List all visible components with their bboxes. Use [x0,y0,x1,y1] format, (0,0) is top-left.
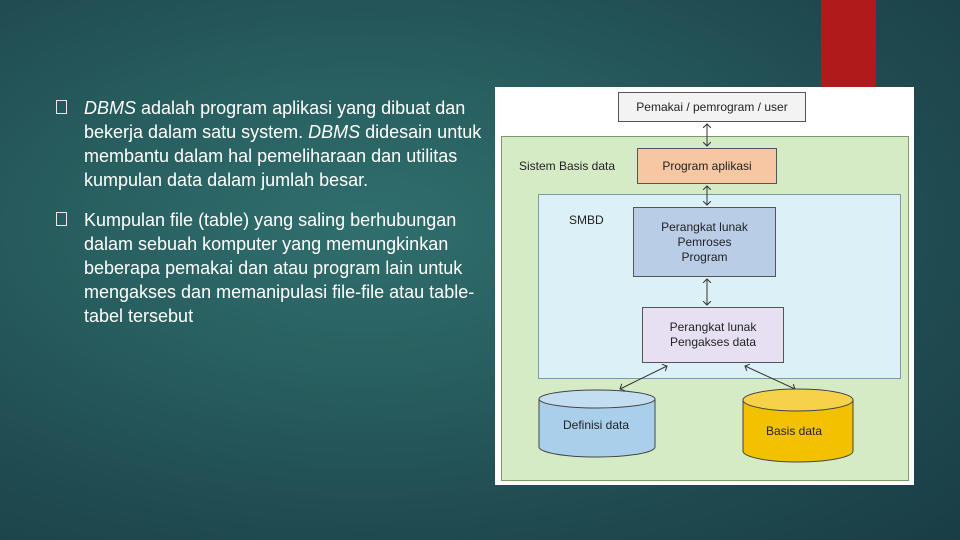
accent-bar [821,0,876,87]
smbd-label: SMBD [569,213,604,227]
processor-label: Perangkat lunak Pemroses Program [661,219,748,264]
term-dbms: DBMS [84,98,137,118]
database-label: Basis data [766,424,823,438]
definition-data-label: Definisi data [563,418,630,432]
bullet-list [56,96,486,344]
term-dbms: DBMS [308,122,361,142]
user-box: Pemakai / pemrogram / user [618,92,806,122]
bullet-text-part: didesain untuk membantu dalam hal pemeliharaan dan utilitas kumpulan data dalam jumlah besar. [84,122,482,190]
accessor-label: Perangkat lunak Pengakses data [669,320,757,349]
arrow-accessor-definition [620,366,667,389]
bullet-item-1 [56,96,486,192]
bullet-box-icon [56,100,67,114]
bullet-text-part: adalah program aplikasi yang dibuat dan bekerja dalam satu system. [84,98,466,142]
arrow-accessor-data [745,366,795,389]
system-label: Sistem Basis data [519,159,616,173]
bullet-text-1 [84,98,481,190]
bullet-box-icon [56,212,67,226]
bullet-item-2 [56,208,486,328]
application-box: Program aplikasi [637,148,777,184]
bullet-text-2: Kumpulan file (table) yang saling berhubungan dalam sebuah komputer yang memungkinkan beberapa pemakai dan atau program lain untuk mengakses dan memanipulasi file-file atau table-tabel tersebut [84,210,475,326]
dbms-architecture-diagram [495,87,914,485]
